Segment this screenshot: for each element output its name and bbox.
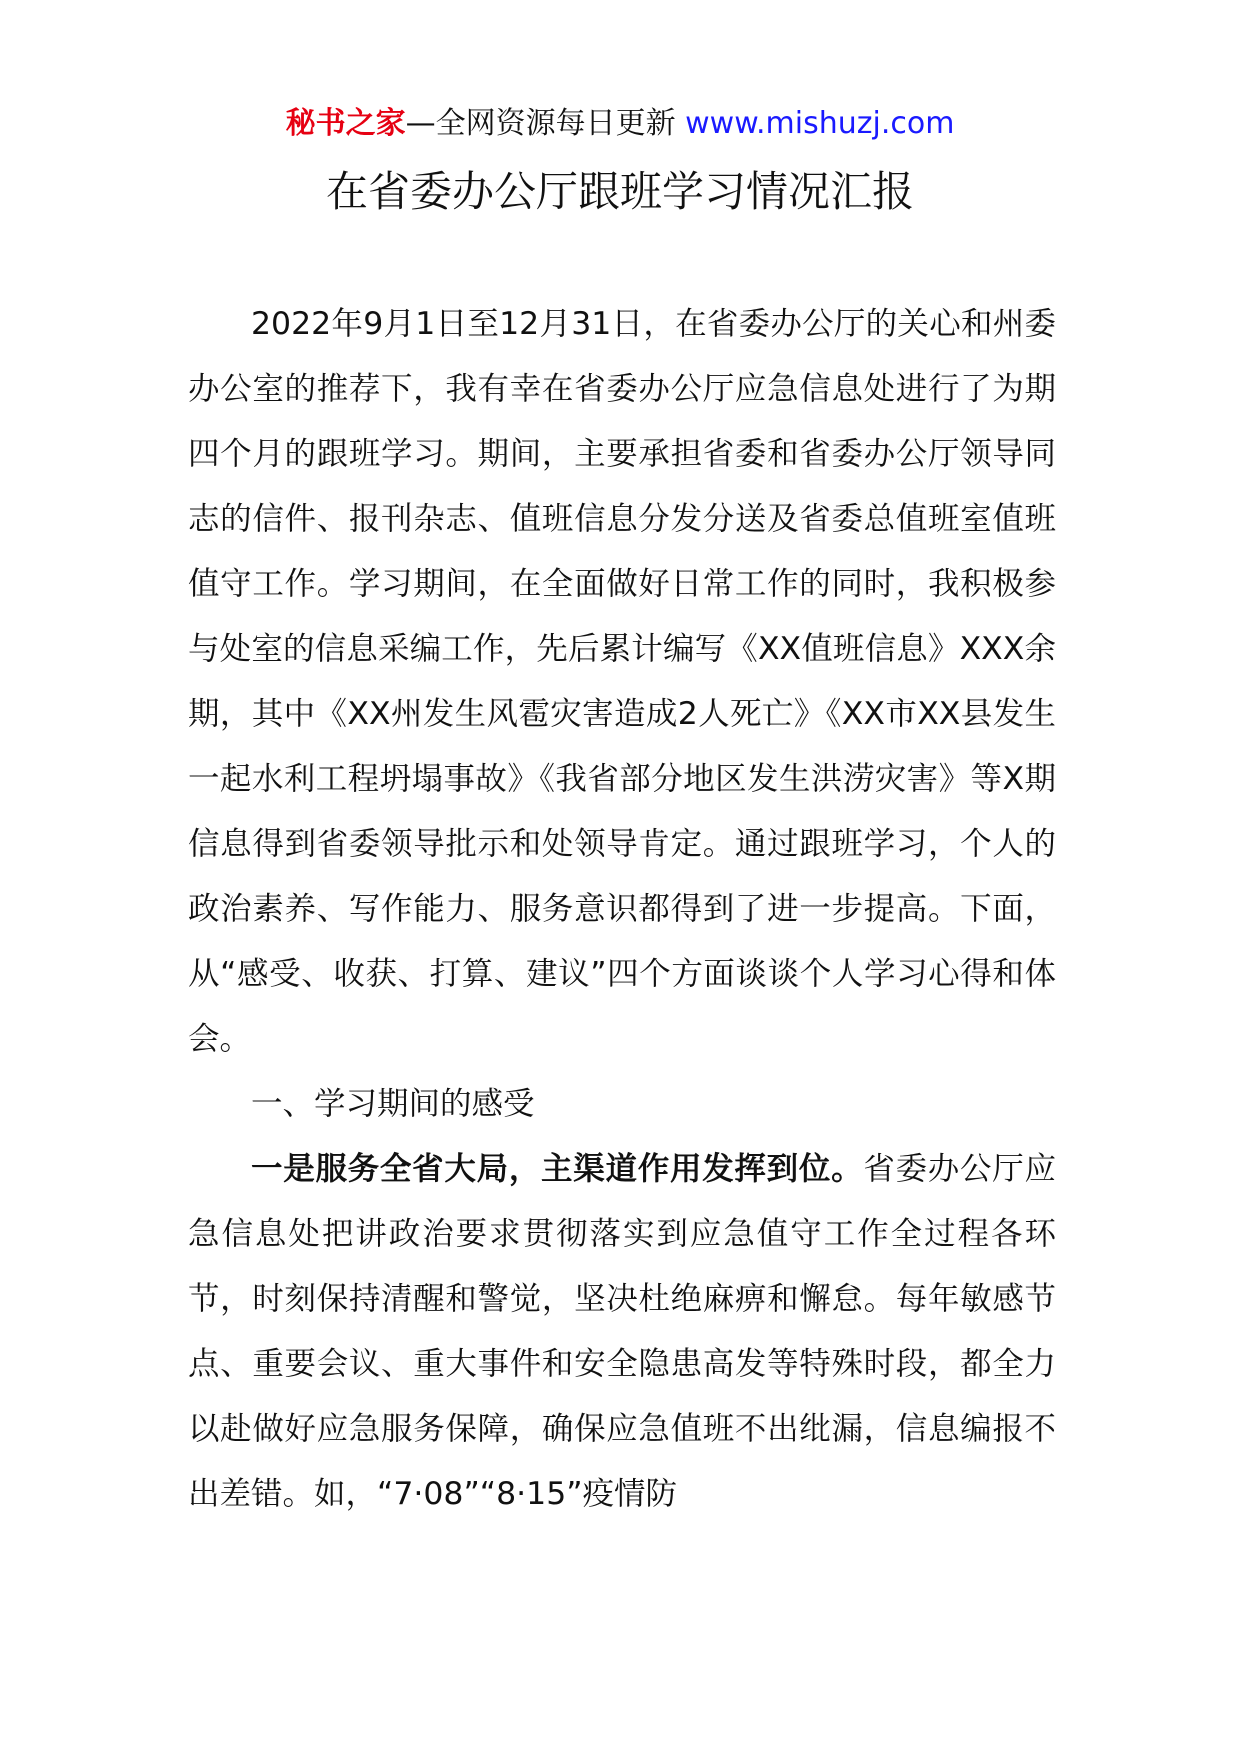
- first-point-paragraph: [188, 1137, 1056, 1527]
- first-point-lead: 一是服务全省大局，主渠道作用发挥到位。: [251, 1151, 864, 1187]
- site-banner: [0, 100, 1240, 148]
- banner-tagline: —全网资源每日更新: [405, 106, 676, 141]
- brand-name: 秘书之家: [285, 106, 406, 141]
- document-body: [188, 292, 1056, 1527]
- intro-paragraph: 2022年9月1日至12月31日，在省委办公厅的关心和州委办公室的推荐下，我有幸在省委办公厅应急信息处进行了为期四个月的跟班学习。期间，主要承担省委和省委办公厅领导同志的信件、报刊杂志、值班信息分发分送及省委总值班室值班值守工作。学习期间，在全面做好日常工作的同时，我积极参与处室的信息采编工作，先后累计编写《XX值班信息》XXX余期，其中《XX州发生风雹灾害造成2人死亡》《XX市XX县发生一起水利工程坍塌事故》《我省部分地区发生洪涝灾害》等X期信息得到省委领导批示和处领导肯定。通过跟班学习，个人的政治素养、写作能力、服务意识都得到了进一步提高。下面，从“感受、收获、打算、建议”四个方面谈谈个人学习心得和体会。: [188, 306, 1056, 1057]
- first-point-body: 省委办公厅应急信息处把讲政治要求贯彻落实到应急值守工作全过程各环节，时刻保持清醒和警觉，坚决杜绝麻痹和懈怠。每年敏感节点、重要会议、重大事件和安全隐患高发等特殊时段，都全力以赴做好应急服务保障，确保应急值班不出纰漏，信息编报不出差错。如，“7·08”“8·15”疫情防: [188, 1151, 1056, 1512]
- document-title: 在省委办公厅跟班学习情况汇报: [325, 167, 914, 216]
- website-url[interactable]: www.mishuzj.com: [685, 106, 955, 141]
- section-heading: 一、学习期间的感受: [251, 1086, 535, 1122]
